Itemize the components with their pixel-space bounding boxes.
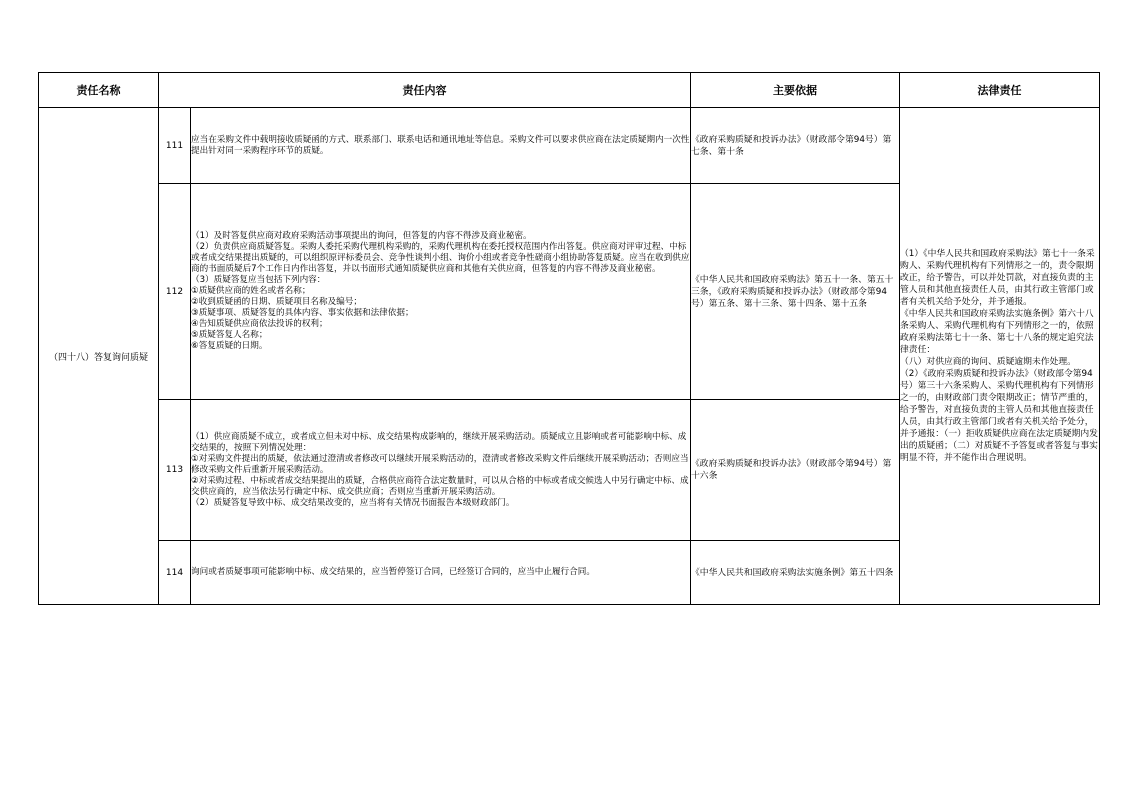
content-line: （2）负责供应商质疑答复。采购人委托采购代理机构采购的，采购代理机构在委托授权范围内作出答复。供应商对评审过程、中标或者成交结果提出质疑的，可以组织原评标委员会、竞争性谈判小组、询价小组或者竞争性磋商小组协助答复质疑。应当在收到供应商的书面质疑后7个工作日内作出答复，并以书面形式通知质疑供应商和其他有关供应商，但答复的内容不得涉及商业秘密。 xyxy=(191,242,690,274)
liability-line: （1）《中华人民共和国政府采购法》第七十一条采购人、采购代理机构有下列情形之一的，责令限期改正，给予警告，可以并处罚款，对直接负责的主管人员和其他直接责任人员，由其行政主管部门或者有关机关给予处分，并予通报。 xyxy=(900,249,1095,307)
responsibility-table xyxy=(38,72,1100,605)
row-basis xyxy=(691,184,900,400)
row-content xyxy=(191,108,691,184)
content-line: 应当在采购文件中载明接收质疑函的方式、联系部门、联系电话和通讯地址等信息。采购文件可以要求供应商在法定质疑期内一次性提出针对同一采购程序环节的质疑。 xyxy=(191,134,690,156)
basis-line: 《政府采购质疑和投诉办法》（财政部令第94号）第七条、第十条 xyxy=(691,134,892,157)
row-basis xyxy=(691,541,900,605)
row-content xyxy=(191,541,691,605)
row-number: 113 xyxy=(159,400,191,541)
header-basis: 主要依据 xyxy=(691,73,900,108)
content-line: ⑤质疑答复人名称； xyxy=(191,330,268,340)
content-line: ①对采购文件提出的质疑，依法通过澄清或者修改可以继续开展采购活动的，澄清或者修改采购文件后继续开展采购活动；否则应当修改采购文件后重新开展采购活动。 xyxy=(191,453,689,475)
row-basis xyxy=(691,108,900,184)
content-line: （1）供应商质疑不成立，或者成立但未对中标、成交结果构成影响的，继续开展采购活动。质疑成立且影响或者可能影响中标、成交结果的，按照下列情况处理： xyxy=(191,431,687,453)
header-liability: 法律责任 xyxy=(900,73,1100,108)
header-name: 责任名称 xyxy=(39,73,159,108)
row-content xyxy=(191,400,691,541)
row-number: 114 xyxy=(159,541,191,605)
row-content xyxy=(191,184,691,400)
basis-line: 《中华人民共和国政府采购法》第五十一条、第五十三条，《政府采购质疑和投诉办法》（财政部令第94号）第五条、第十三条、第十四条、第十五条 xyxy=(691,274,894,309)
content-line: ④告知质疑供应商依法投诉的权利； xyxy=(191,319,328,329)
legal-liability xyxy=(900,108,1100,605)
content-line: ③质疑事项、质疑答复的具体内容、事实依据和法律依据； xyxy=(191,308,414,318)
content-line: ⑥答复质疑的日期。 xyxy=(191,341,268,351)
content-line: ②对采购过程、中标或者成交结果提出的质疑，合格供应商符合法定数量时，可以从合格的中标或者成交候选人中另行确定中标、成交供应商的，应当依法另行确定中标、成交供应商；否则应当重新开展采购活动。 xyxy=(191,475,689,497)
header-row xyxy=(39,73,1100,108)
row-basis xyxy=(691,400,900,541)
liability-line: （八）对供应商的询问、质疑逾期未作处理。 xyxy=(900,357,1076,367)
content-line: ①质疑供应商的姓名或者名称； xyxy=(191,286,311,296)
liability-line: 《中华人民共和国政府采购法实施条例》第六十八条采购人、采购代理机构有下列情形之一的，依照政府采购法第七十一条、第七十八条的规定追究法律责任： xyxy=(900,309,1094,355)
table-row xyxy=(39,108,1100,184)
basis-line: 《中华人民共和国政府采购法实施条例》第五十四条 xyxy=(691,567,894,578)
content-line: （2）质疑答复导致中标、成交结果改变的，应当将有关情况书面报告本级财政部门。 xyxy=(191,497,515,508)
header-content: 责任内容 xyxy=(159,73,691,108)
row-number: 112 xyxy=(159,184,191,400)
row-number: 111 xyxy=(159,108,191,184)
basis-line: 《政府采购质疑和投诉办法》（财政部令第94号）第十六条 xyxy=(691,459,892,481)
content-line: （3）质疑答复应当包括下列内容： xyxy=(191,275,326,285)
responsibility-name: （四十八）答复询问质疑 xyxy=(39,108,159,605)
content-line: ②收到质疑函的日期、质疑项目名称及编号； xyxy=(191,297,362,307)
content-line: （1）及时答复供应商对政府采购活动事项提出的询问，但答复的内容不得涉及商业秘密。 xyxy=(191,231,532,241)
content-line: 询问或者质疑事项可能影响中标、成交结果的，应当暂停签订合同，已经签订合同的，应当中止履行合同。 xyxy=(191,567,595,577)
liability-line: （2）《政府采购质疑和投诉办法》（财政部令第94号）第三十六条采购人、采购代理机构有下列情形之一的，由财政部门责令限期改正；情节严重的，给予警告，对直接负责的主管人员和其他直接责任人员，由其行政主管部门或者有关机关给予处分，并予通报：（一）拒收质疑供应商在法定质疑期内发出的质疑函；（二）对质疑不予答复或者答复与事实明显不符，并不能作出合理说明。 xyxy=(900,369,1098,463)
